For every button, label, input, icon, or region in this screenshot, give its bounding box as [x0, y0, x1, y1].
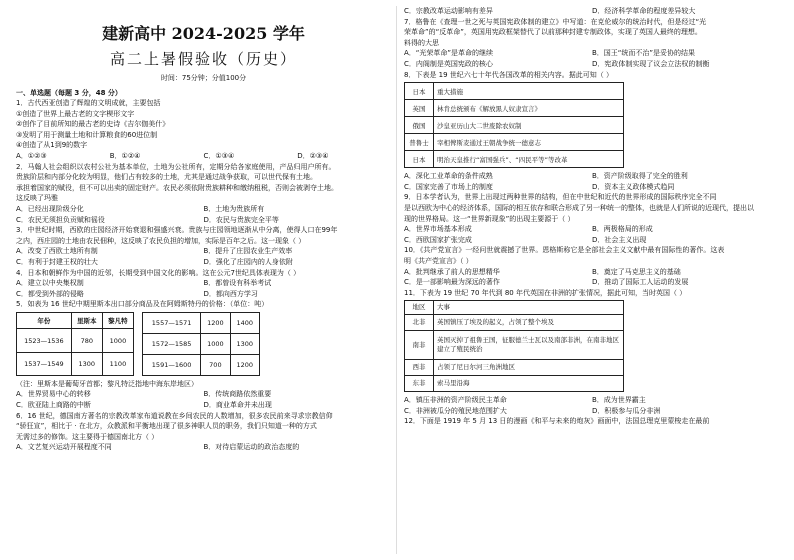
option-c: C．①③④: [203, 151, 235, 160]
option-c: C．西欧国家扩张完成: [404, 235, 472, 244]
table-cell: 1200: [230, 354, 259, 375]
question-text: “骄狂宣”，相比于 · 在北方，众教派和平衡地出现了很多神职人员的职务，我们只知道一种的方式: [16, 422, 317, 431]
question-text: 承担着国家的赋役，但不可以出卖的固定财产。农民必须依附贵族耕种和缴纳租税，否则会被剥夺土地。: [16, 183, 338, 192]
question-stem: 1．古代西亚创造了辉煌的文明成就，主要包括: [16, 99, 161, 107]
event-cell: 英国镇压了埃及的起义，占领了整个埃及: [434, 315, 624, 331]
option-a: A．深化工业革命的条件成熟: [404, 172, 493, 181]
question-2: [16, 162, 391, 226]
answer-options: [404, 59, 780, 70]
event-cell: 索马里沿海: [434, 376, 624, 392]
option-a: A．①②③: [16, 151, 47, 160]
answer-options: [404, 171, 780, 182]
option-b: B．国王“统而不治”是妥协的结果: [592, 49, 696, 58]
option-a: A．“光荣革命”是革命的继续: [404, 49, 494, 58]
option-c: C．欧亚陆上商路的中断: [16, 401, 91, 410]
exam-subtitle: 高二上暑假验收（历史）: [109, 50, 297, 68]
country-cell: 普鲁士: [405, 134, 434, 151]
option-d: D．社会主义出现: [592, 235, 647, 244]
country-cell: 日本: [405, 83, 434, 100]
option-b: B．土地为贵族所有: [203, 204, 265, 213]
question-8: [404, 70, 780, 193]
measure-cell: 宰相俾斯麦通过王朝战争统一德意志: [434, 134, 624, 151]
question-text: 2．马翰人社会组织以农村公社为基本单位，土地为公社所有，定期分给各家庭使用，产品归用户所有。: [16, 162, 336, 171]
question-12: [404, 416, 780, 427]
table-cell: 1572—1585: [143, 333, 201, 354]
statement-item: ③发明了用于测量土地和计算粮食的60进位制: [16, 130, 158, 139]
option-c: C．有利于封建王权的壮大: [16, 257, 98, 266]
table-cell: 1000: [102, 329, 133, 352]
answer-options: [16, 215, 391, 226]
question-5: [16, 299, 391, 410]
answer-options: [16, 246, 391, 257]
table-row: [17, 329, 134, 352]
table-note: （注：里斯本是葡萄牙首都；黎凡特泛指地中海东岸地区）: [16, 379, 198, 388]
answer-options: [404, 406, 780, 417]
question-text: 荣革命”的“反革命”，英国用宪政框架替代了以前那种封建专制政体，实现了英国人最终的理想。: [404, 28, 702, 37]
header-cell: 黎凡特: [102, 312, 133, 329]
question-text: 料得的大思: [404, 38, 439, 47]
option-b: B．对待启蒙运动的政治态度的: [203, 443, 300, 452]
option-b: B．都曾设有科举考试: [203, 279, 272, 288]
price-table-b: [142, 312, 260, 376]
table-row: [17, 352, 134, 375]
table-row: [405, 301, 624, 315]
right-column: [404, 6, 780, 427]
option-c: C．宗教改革运动影响有差异: [404, 7, 493, 15]
question-stem: 8．下表是 19 世纪六七十年代各国改革的相关内容。据此可知（ ）: [404, 70, 614, 79]
measure-cell: 沙皇亚历山大二世废除农奴制: [434, 117, 624, 134]
answer-options: [404, 277, 780, 288]
option-a: A．改变了西欧土地所有制: [16, 247, 98, 256]
price-tables: [16, 312, 391, 376]
table-header-row: [17, 312, 134, 329]
question-11: [404, 288, 780, 417]
option-b: B．传统商路依然重要: [203, 390, 272, 399]
table-cell: 700: [201, 354, 230, 375]
answer-options: [404, 267, 780, 278]
event-cell: 英国灭掉了祖鲁王国，征服德兰士瓦以及南部非洲，在南非地区建立了殖民统治: [434, 331, 624, 360]
question-text: 无需过多的修饰。这主要得于德国南北方（ ）: [16, 432, 159, 441]
question-text: 明《共产党宣言》（ ）: [404, 256, 473, 265]
question-4: [16, 268, 391, 300]
statement-item: ④创造了从1到9的数字: [16, 141, 88, 150]
option-d: D．资本主义政体模式趋同: [592, 182, 675, 191]
table-cell: 1591—1600: [143, 354, 201, 375]
country-cell: 英国: [405, 100, 434, 117]
table-row: [405, 83, 624, 100]
option-d: D．都向西方学习: [203, 289, 258, 298]
option-c: C．国家完善了市场上的制度: [404, 182, 493, 191]
option-c: C．是一部影响最为深远的著作: [404, 278, 500, 287]
answer-options: [16, 442, 391, 453]
table-row: [405, 134, 624, 151]
answer-options: [404, 6, 780, 17]
region-cell: 北非: [405, 315, 434, 331]
option-d: D．推动了国际工人运动的发展: [592, 278, 689, 287]
option-a: A．文艺复兴运动开展程度不同: [16, 443, 112, 452]
expansion-table: [404, 300, 624, 392]
option-c: C．农民无须担负贡赋和徭役: [16, 215, 105, 224]
question-text: 是以西欧为中心的经济体系，国际的相互依存和联合形成了另一种统一的整体，也就是人们所说的近现代，提出以: [404, 203, 754, 212]
table-cell: 1000: [201, 333, 230, 354]
table-cell: 1300: [230, 333, 259, 354]
measure-cell: 明治天皇推行“富国强兵”、“四民平等”等改革: [434, 151, 624, 168]
header-cell: 年份: [17, 312, 72, 329]
option-a: A．世界市场基本形成: [404, 225, 472, 234]
region-cell: 东非: [405, 376, 434, 392]
country-cell: 俄国: [405, 117, 434, 134]
question-9: [404, 192, 780, 245]
question-text: 3．中世纪时期，西欧的庄园经济开始衰退和强盛兴衰。贵族与庄园领地逐渐从中分离，使得人口在99年: [16, 226, 338, 235]
question-text: 7．格鲁在《查理一世之死与英国宪政体制的建立》中写道：在克伦威尔的统治时代，但是经过“光: [404, 17, 707, 26]
option-d: D．积极参与瓜分非洲: [592, 406, 661, 415]
table-cell: 780: [71, 329, 102, 352]
answer-options: [404, 395, 780, 406]
answer-options: [16, 278, 391, 289]
table-cell: 1200: [201, 312, 230, 333]
exam-meta: 时间：75分钟；分值100分: [160, 74, 247, 82]
question-3: [16, 225, 391, 267]
answer-options: [404, 224, 780, 235]
question-10: [404, 245, 780, 287]
left-column: [16, 0, 391, 453]
question-stem: 4．日本和朝鲜作为中国的近邻，长期受到中国文化的影响。这在公元7世纪具体表现为（ ）: [16, 268, 301, 277]
option-d: D．经济科学革命的程度差异较大: [592, 7, 696, 15]
measure-cell: 重大措施: [434, 83, 624, 100]
country-cell: 日本: [405, 151, 434, 168]
question-text: 之内，西庄园的土地由农民佃种，这反映了农民负担的增加，实际是百年之后。这一现象（ ）: [16, 236, 306, 245]
table-row: [405, 360, 624, 376]
statement-item: ②创作了目前所知的最古老的史诗《吉尔伽美什》: [16, 120, 170, 129]
table-row: [405, 376, 624, 392]
table-cell: 1557—1571: [143, 312, 201, 333]
option-b: B．提升了庄园农业生产效率: [203, 247, 293, 256]
table-row: [405, 315, 624, 331]
answer-options: [404, 182, 780, 193]
region-cell: 地区: [405, 301, 434, 315]
option-a: A．已经出现阶级分化: [16, 204, 84, 213]
table-row: [143, 354, 260, 375]
question-stem: 5．如表为 16 世纪中期里斯本出口部分商品及在阿姆斯特丹的价格：（单位：吨）: [16, 300, 269, 309]
option-d: D．农民与贵族完全平等: [203, 215, 279, 224]
question-1: [16, 98, 391, 162]
table-cell: 1400: [230, 312, 259, 333]
answer-options: [404, 235, 780, 246]
option-b: B．成为世界霸主: [592, 396, 646, 405]
option-a: A．世界贸易中心的转移: [16, 390, 91, 399]
option-a: A．批判继承了前人的思想精华: [404, 267, 500, 276]
question-text: 6．16 世纪，德国南方著名的宗教改革家布道说教在乡间农民的人数增加，很多农民前来寻求宗教信仰: [16, 411, 333, 420]
option-b: B．①②④: [109, 151, 141, 160]
option-d: D．强化了庄园内的人身依附: [203, 257, 293, 266]
section-heading: 一、单选题（每题 3 分，48 分）: [16, 89, 122, 97]
question-text: 这反映了玛雅: [16, 194, 58, 203]
table-row: [405, 331, 624, 360]
answer-options: [404, 48, 780, 59]
option-a: A．镇压非洲的资产阶级民主革命: [404, 396, 507, 405]
answer-options: [16, 400, 391, 411]
option-d: D．②③④: [297, 151, 329, 160]
header-cell: 里斯本: [71, 312, 102, 329]
table-row: [405, 151, 624, 168]
question-text: 10．《共产党宣言》一经问世就震撼了世界。恩格斯称它是全部社会主义文献中最有国际性的著作。这表: [404, 246, 725, 255]
question-text: 贵族阶层和内部分化较为明显，他们占有较多的土地，尤其是通过战争获取，可以世代保有土地。: [16, 173, 317, 182]
answer-options: [16, 389, 391, 400]
event-cell: 占领了尼日尔河三角洲地区: [434, 360, 624, 376]
answer-options: [16, 257, 391, 268]
price-table-a: [16, 312, 134, 376]
answer-options: [16, 204, 391, 215]
option-a: A．建立以中央集权制: [16, 279, 84, 288]
region-cell: 西非: [405, 360, 434, 376]
question-stem: 12．下面是 1919 年 5 月 13 日的漫画《和平与未来的炮灰》画面中，法国总理克里蒙梭走在最前: [404, 417, 710, 426]
table-row: [143, 333, 260, 354]
question-text: 9．日本学者认为，世界上出现过两种世界的结构，但在中世纪和近代的世界形成的国际秩序完全不同: [404, 193, 717, 202]
option-d: D．宪政体制实现了议会立法权的制衡: [592, 59, 710, 68]
table-row: [405, 117, 624, 134]
option-b: B．两极格局的形成: [592, 225, 653, 234]
event-cell: 大事: [434, 301, 624, 315]
option-d: D．商业革命并未出现: [203, 401, 272, 410]
question-6: [16, 411, 391, 453]
answer-options: [16, 151, 391, 162]
table-row: [405, 100, 624, 117]
exam-title: 建新高中 2024-2025 学年: [102, 24, 305, 43]
column-divider: [396, 6, 397, 554]
option-c: C．非洲被瓜分的殖民地范围扩大: [404, 406, 507, 415]
table-row: [143, 312, 260, 333]
measure-cell: 林肯总统颁布《解放黑人奴隶宣言》: [434, 100, 624, 117]
table-cell: 1523—1536: [17, 329, 72, 352]
option-c: C．内阁制是英国宪政的核心: [404, 59, 493, 68]
table-cell: 1537—1549: [17, 352, 72, 375]
option-c: C．都受到外部的侵略: [16, 289, 84, 298]
table-cell: 1300: [71, 352, 102, 375]
reform-table: [404, 82, 624, 168]
option-b: B．奠定了马克思主义的基础: [592, 267, 681, 276]
option-b: B．资产阶级取得了完全的胜利: [592, 172, 688, 181]
question-stem: 11．下表为 19 世纪 70 年代到 80 年代英国在非洲的扩张情况，据此可知，当时英国（ ）: [404, 288, 687, 297]
table-cell: 1100: [102, 352, 133, 375]
statement-item: ①创造了世界上最古老的文字楔形文字: [16, 109, 135, 118]
question-text: 现的世界格局。这一“世界新现象”的出现主要源于（ ）: [404, 214, 575, 223]
answer-options: [16, 289, 391, 300]
region-cell: 南非: [405, 331, 434, 360]
question-7: [404, 17, 780, 70]
